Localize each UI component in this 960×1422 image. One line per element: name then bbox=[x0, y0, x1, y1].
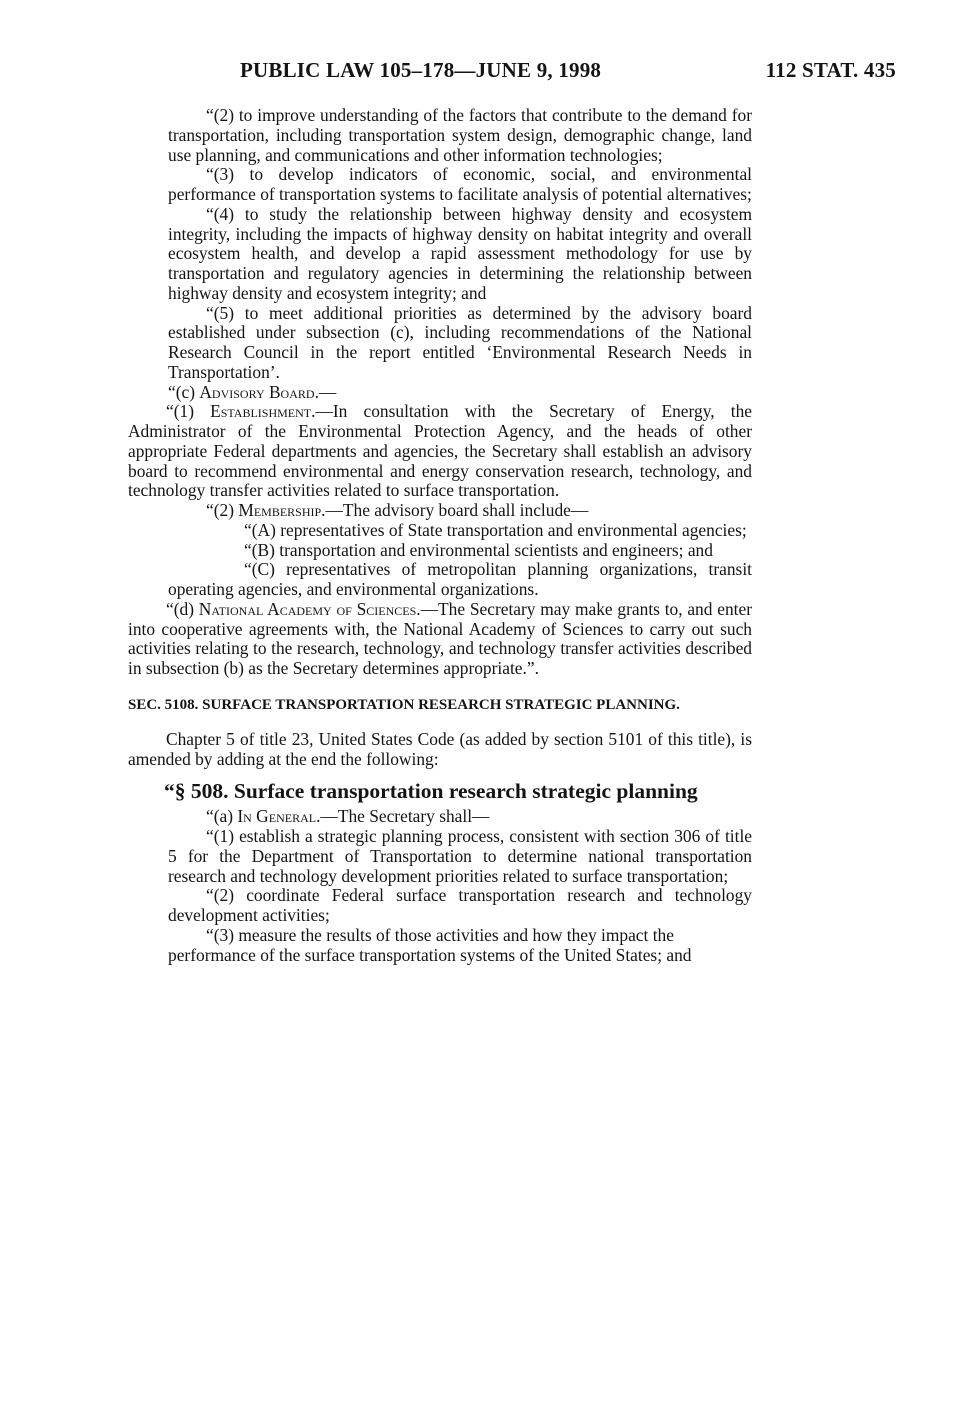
paragraph-b5: “(5) to meet additional priorities as determined by the advisory board established under subsection (c), including recommendations of the National Research Council in the report entitled ‘Environmental Research Needs in Transportation’. bbox=[168, 302, 752, 382]
section-heading: SEC. 5108. SURFACE TRANSPORTATION RESEARCH STRATEGIC PLANNING. bbox=[128, 696, 680, 713]
page-body bbox=[128, 105, 752, 965]
paragraph-c2-c: “(C) representatives of metropolitan planning organizations, transit operating agencies, and environmental organizations. bbox=[168, 559, 752, 599]
paragraph-b3: “(3) to develop indicators of economic, social, and environmental performance of transportation systems to facilitate analysis of potential alternatives; bbox=[168, 164, 752, 204]
paragraph-c2-b: “(B) transportation and environmental scientists and engineers; and bbox=[244, 539, 713, 560]
paragraph-c1: “(1) Establishment.—In consultation with the Secretary of Energy, the Administrator of the Environmental Protection Agency, and the heads of other appropriate Federal departments and agencies, the Secretary shall establish an advisory board to recommend environmental and energy conservation research, technology, and technology transfer activities related to surface transportation. bbox=[128, 401, 752, 501]
paragraph-c2-a: “(A) representatives of State transportation and environmental agencies; bbox=[244, 519, 747, 540]
page-header bbox=[128, 58, 896, 88]
paragraph-b4: “(4) to study the relationship between highway density and ecosystem integrity, including the impacts of highway density on habitat integrity and overall ecosystem health, and develop a rapid assessment methodology for use by transportation and regulatory agencies in determining the relationship between highway density and ecosystem integrity; and bbox=[168, 203, 752, 303]
paragraph-c2: “(2) Membership.—The advisory board shall include— bbox=[206, 500, 589, 520]
statute-page-number: 112 STAT. 435 bbox=[765, 58, 896, 82]
subsection-c-heading: “(c) Advisory Board.— bbox=[168, 381, 337, 402]
paragraph-a3: “(3) measure the results of those activities and how they impact the performance of the surface transportation systems of the United States; and bbox=[168, 924, 692, 965]
paragraph-a2: “(2) coordinate Federal surface transportation research and technology development activities; bbox=[168, 885, 752, 925]
section-508-heading: “§ 508. Surface transportation research strategic planning bbox=[164, 779, 698, 804]
paragraph-b2: “(2) to improve understanding of the factors that contribute to the demand for transportation, including transportation system design, demographic change, land use planning, and communications and other information technologies; bbox=[168, 105, 752, 165]
section-intro: Chapter 5 of title 23, United States Code (as added by section 5101 of this title), is amended by adding at the end the following: bbox=[128, 728, 752, 769]
running-title: PUBLIC LAW 105–178—JUNE 9, 1998 bbox=[240, 58, 602, 82]
subsection-d: “(d) National Academy of Sciences.—The Secretary may make grants to, and enter into cooperative agreements with, the National Academy of Sciences to carry out such activities relating to the research, technology, and technology transfer activities described in subsection (b) as the Secretary determines appropriate.”. bbox=[128, 598, 752, 678]
paragraph-a1: “(1) establish a strategic planning process, consistent with section 306 of title 5 for the Department of Transportation to determine national transportation research and technology development priorities related to surface transportation; bbox=[168, 826, 752, 886]
subsection-a-heading: “(a) In General.—The Secretary shall— bbox=[206, 806, 490, 827]
